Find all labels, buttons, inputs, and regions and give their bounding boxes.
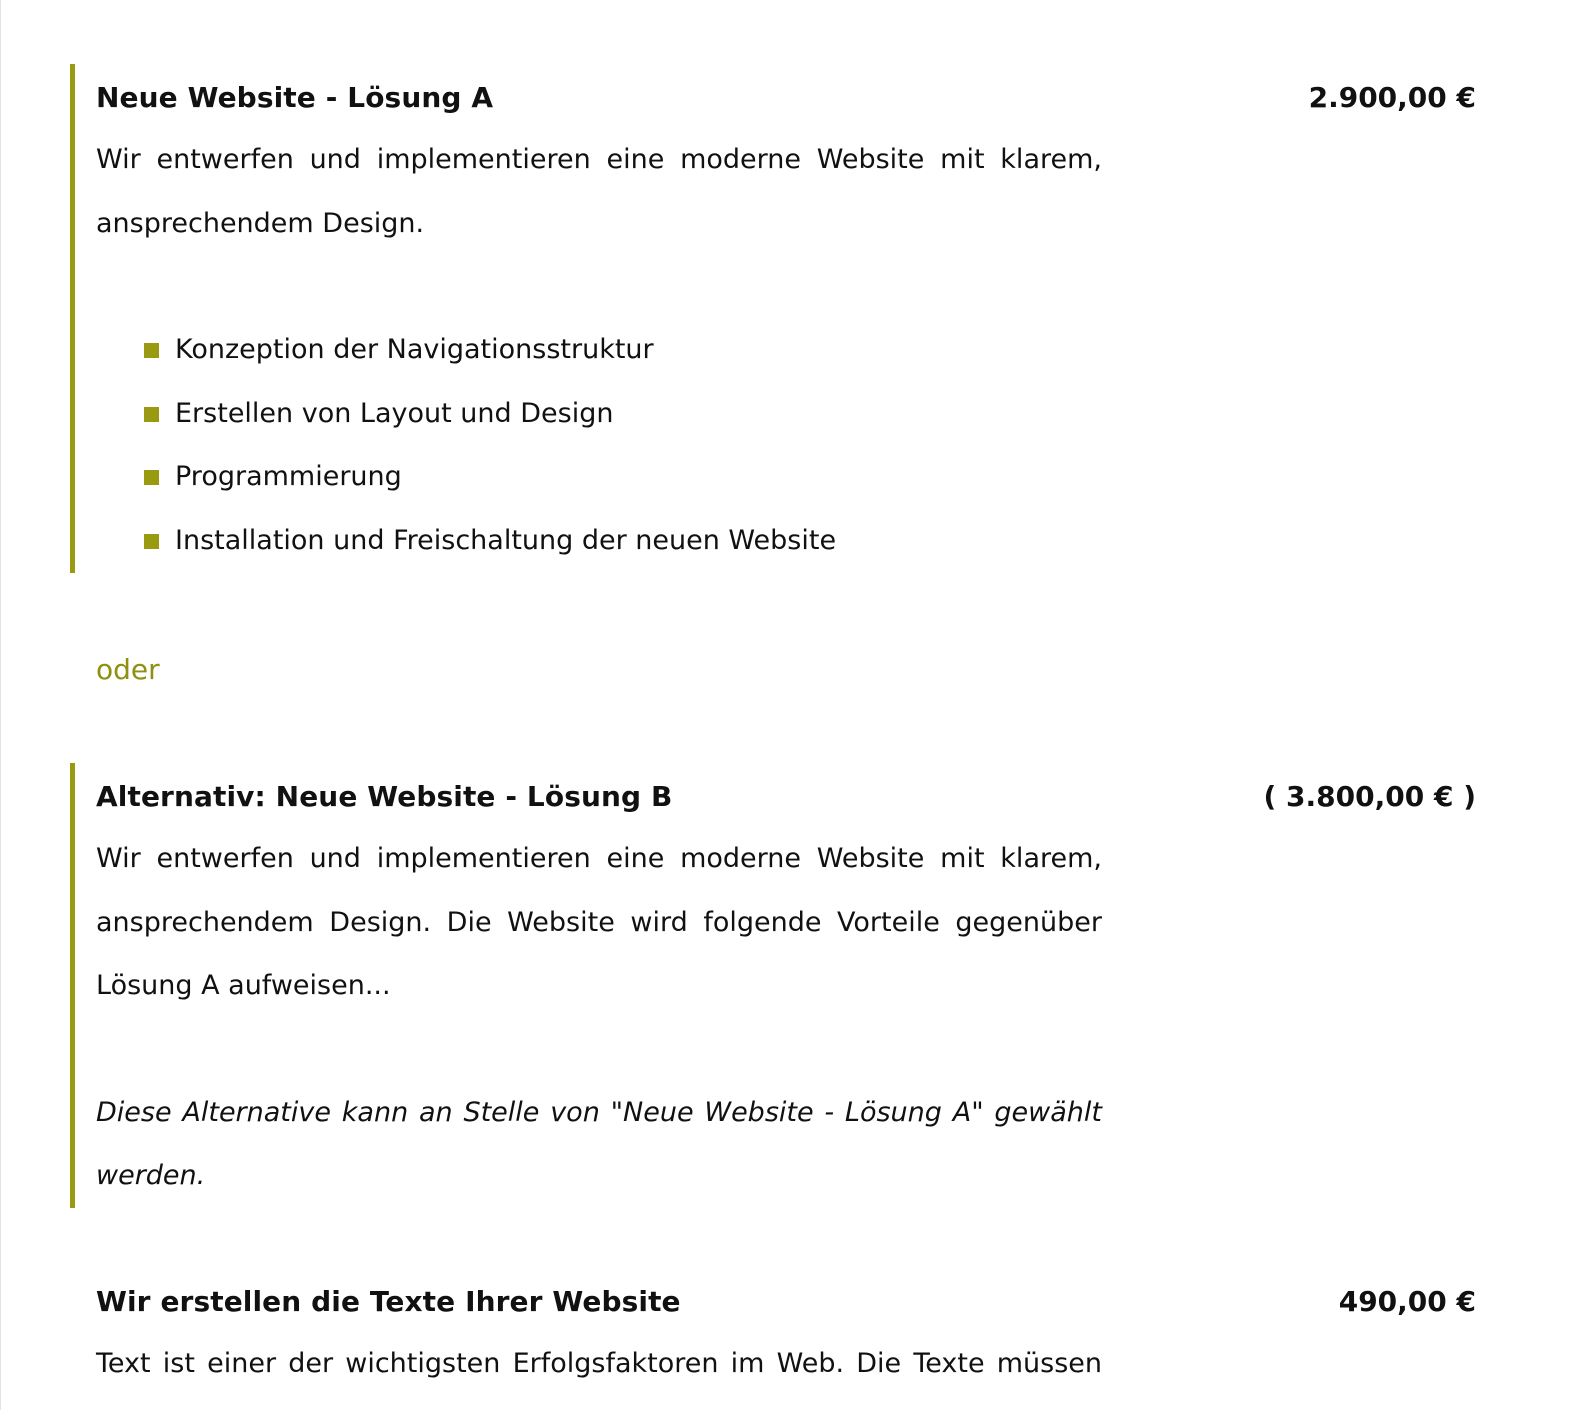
- offer-item-website-a: [70, 64, 1476, 573]
- feature-label: Konzeption der Navigationsstruktur: [175, 334, 654, 366]
- description-line: ansprechendem Design.: [96, 207, 425, 239]
- feature-label: Installation und Freischaltung der neuen Website: [175, 524, 837, 556]
- offer-item-website-b: [70, 763, 1476, 1208]
- offer-item-header: [96, 763, 1476, 827]
- alternative-note-line: werden.: [96, 1160, 206, 1191]
- feature-list-item: [144, 445, 1476, 509]
- offer-item-header: [96, 1268, 1476, 1332]
- square-bullet-icon: [144, 470, 159, 485]
- offer-item-price: ( 3.800,00 € ): [1263, 780, 1476, 813]
- feature-label: Programmierung: [175, 461, 402, 493]
- feature-label: Erstellen von Layout und Design: [175, 397, 614, 429]
- option-separator: oder: [96, 653, 160, 686]
- feature-list-item: [144, 318, 1476, 382]
- spacer: [96, 1018, 1476, 1081]
- description-line: Lösung A aufweisen...: [96, 970, 391, 1001]
- description-line: ansprechendem Design. Die Website wird folgende Vorteile gegenüber: [96, 906, 1102, 938]
- offer-item-price: 2.900,00 €: [1308, 81, 1476, 114]
- feature-list-item: [144, 509, 1476, 573]
- offer-item-header: [96, 64, 1476, 128]
- description-line: Text ist einer der wichtigsten Erfolgsfaktoren im Web. Die Texte müssen: [96, 1348, 1102, 1379]
- offer-item-title: Alternativ: Neue Website - Lösung B: [96, 780, 673, 813]
- offer-item-website-texts: [70, 1268, 1476, 1428]
- description-line: Wir entwerfen und implementieren eine moderne Website mit klarem,: [96, 144, 1102, 175]
- square-bullet-icon: [144, 534, 159, 549]
- square-bullet-icon: [144, 407, 159, 422]
- description-line: Wir entwerfen und implementieren eine moderne Website mit klarem,: [96, 843, 1102, 874]
- offer-item-title: Neue Website - Lösung A: [96, 81, 494, 114]
- square-bullet-icon: [144, 343, 159, 358]
- offer-item-price: 490,00 €: [1338, 1285, 1476, 1318]
- offer-item-title: Wir erstellen die Texte Ihrer Website: [96, 1285, 681, 1318]
- feature-list-item: [144, 382, 1476, 446]
- spacer: [96, 255, 1476, 318]
- feature-list: [96, 318, 1476, 572]
- alternative-note-line: Diese Alternative kann an Stelle von "Neue Website - Lösung A" gewählt: [96, 1096, 1102, 1128]
- page-edge: [0, 0, 1, 1410]
